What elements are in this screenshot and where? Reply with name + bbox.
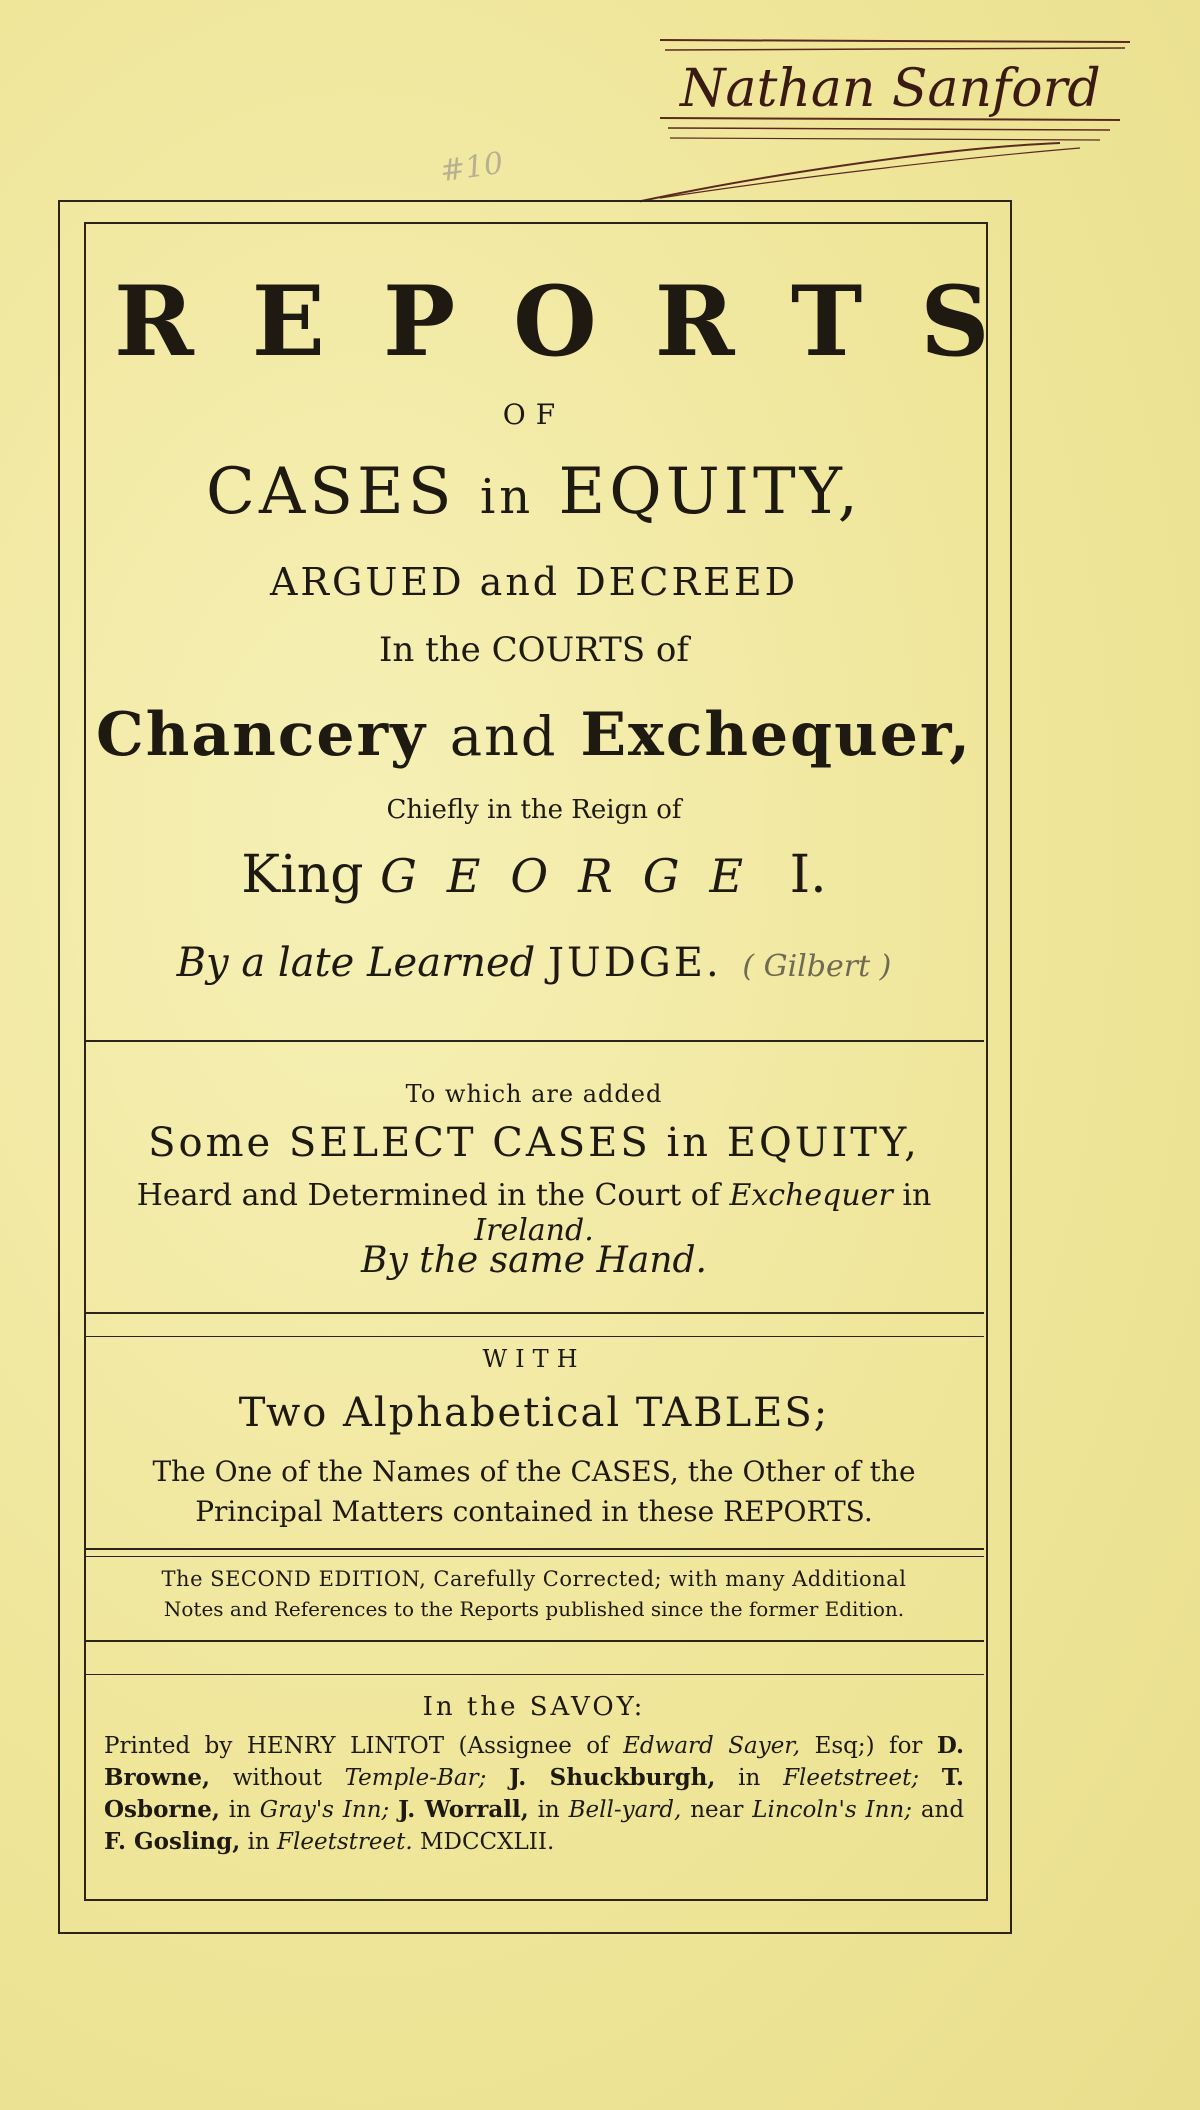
divider-3b [84, 1556, 984, 1557]
title-in-the-courts: In the COURTS of [378, 630, 689, 670]
title-king-george [84, 845, 984, 905]
title-chancery-exchequer [84, 700, 984, 770]
divider-3 [84, 1548, 984, 1550]
added-heard-in: in [902, 1178, 932, 1213]
divider-2 [84, 1312, 984, 1314]
title-numeral: I. [789, 845, 827, 905]
handwritten-attribution: ( Gilbert ) [742, 949, 892, 984]
imprint-bell: Bell-yard, [568, 1797, 682, 1823]
imprint-p5: in [228, 1797, 251, 1823]
pencil-shelf-mark: #10 [437, 145, 506, 190]
title-cases-in-equity [84, 455, 984, 529]
tables-principal-matters: Principal Matters contained in these REPORTS. [195, 1495, 873, 1528]
imprint-sayer: Edward Sayer, [623, 1733, 801, 1759]
title-in: in [479, 469, 535, 525]
title-chancery-and: and [449, 705, 558, 768]
imprint-fleet2: Fleetstreet. [277, 1829, 413, 1855]
imprint-fleet1: Fleetstreet; [783, 1765, 920, 1791]
imprint-p9: in [247, 1829, 270, 1855]
title-judge: JUDGE. [547, 940, 722, 986]
owner-signature [640, 28, 1140, 218]
title-reports: REPORTS [114, 265, 1048, 378]
edition-notes: Notes and References to the Reports published since the former Edition. [163, 1597, 905, 1621]
title-by-judge [84, 940, 984, 986]
title-chancery: Chancery [95, 700, 427, 770]
imprint-p3: without [232, 1765, 322, 1791]
added-ireland: Ireland. [474, 1213, 594, 1248]
added-intro: To which are added [405, 1080, 663, 1108]
imprint-p6: in [537, 1797, 560, 1823]
imprint-gosling: F. Gosling, [104, 1828, 241, 1855]
imprint-p2: Esq;) for [814, 1733, 923, 1759]
imprint-browne: D. Browne, [104, 1732, 965, 1791]
imprint-p7: near [690, 1797, 744, 1823]
tables-two-alphabetical: Two Alphabetical TABLES; [238, 1390, 830, 1436]
title-of: OF [502, 398, 566, 431]
title-george: GEORGE [380, 849, 774, 903]
signature-text: Nathan Sanford [680, 59, 1101, 119]
title-equity: EQUITY, [558, 455, 862, 529]
imprint-shuckburgh: J. Shuckburgh, [509, 1764, 716, 1791]
divider-2b [84, 1336, 984, 1337]
divider-1 [84, 1040, 984, 1042]
imprint-osborne: T. Osborne, [104, 1764, 965, 1823]
imprint-lincoln: Lincoln's Inn; [752, 1797, 912, 1823]
divider-4 [84, 1640, 984, 1642]
imprint-worrall: J. Worrall, [398, 1796, 529, 1823]
imprint-p4: in [738, 1765, 761, 1791]
tables-with: WITH [482, 1345, 586, 1373]
added-heard-pre: Heard and Determined in the Court of [136, 1178, 720, 1213]
title-argued-decreed: ARGUED and DECREED [269, 560, 799, 604]
edition-second: The SECOND EDITION, Carefully Corrected; with many Additional [161, 1567, 907, 1591]
title-by-a-late: By a late Learned [176, 940, 536, 986]
imprint-p1: Printed by HENRY LINTOT (Assignee of [104, 1733, 609, 1759]
added-exchequer: Exchequer [729, 1178, 893, 1213]
title-cases: CASES [206, 455, 456, 529]
divider-4b [84, 1674, 984, 1675]
added-same-hand: By the same Hand. [361, 1240, 707, 1281]
title-king: King [241, 845, 364, 905]
imprint-text [104, 1730, 964, 1858]
imprint-savoy: In the SAVOY: [422, 1692, 646, 1722]
imprint-year: MDCCXLII. [419, 1829, 555, 1855]
title-exchequer: Exchequer, [580, 700, 973, 770]
imprint-p8: and [920, 1797, 965, 1823]
added-heard-determined [84, 1178, 984, 1248]
imprint-temple: Temple-Bar; [344, 1765, 487, 1791]
imprint-grays: Gray's Inn; [259, 1797, 390, 1823]
tables-one-of-names: The One of the Names of the CASES, the Other of the [152, 1455, 916, 1488]
added-select-cases: Some SELECT CASES in EQUITY, [148, 1120, 920, 1166]
title-chiefly: Chiefly in the Reign of [386, 795, 682, 825]
